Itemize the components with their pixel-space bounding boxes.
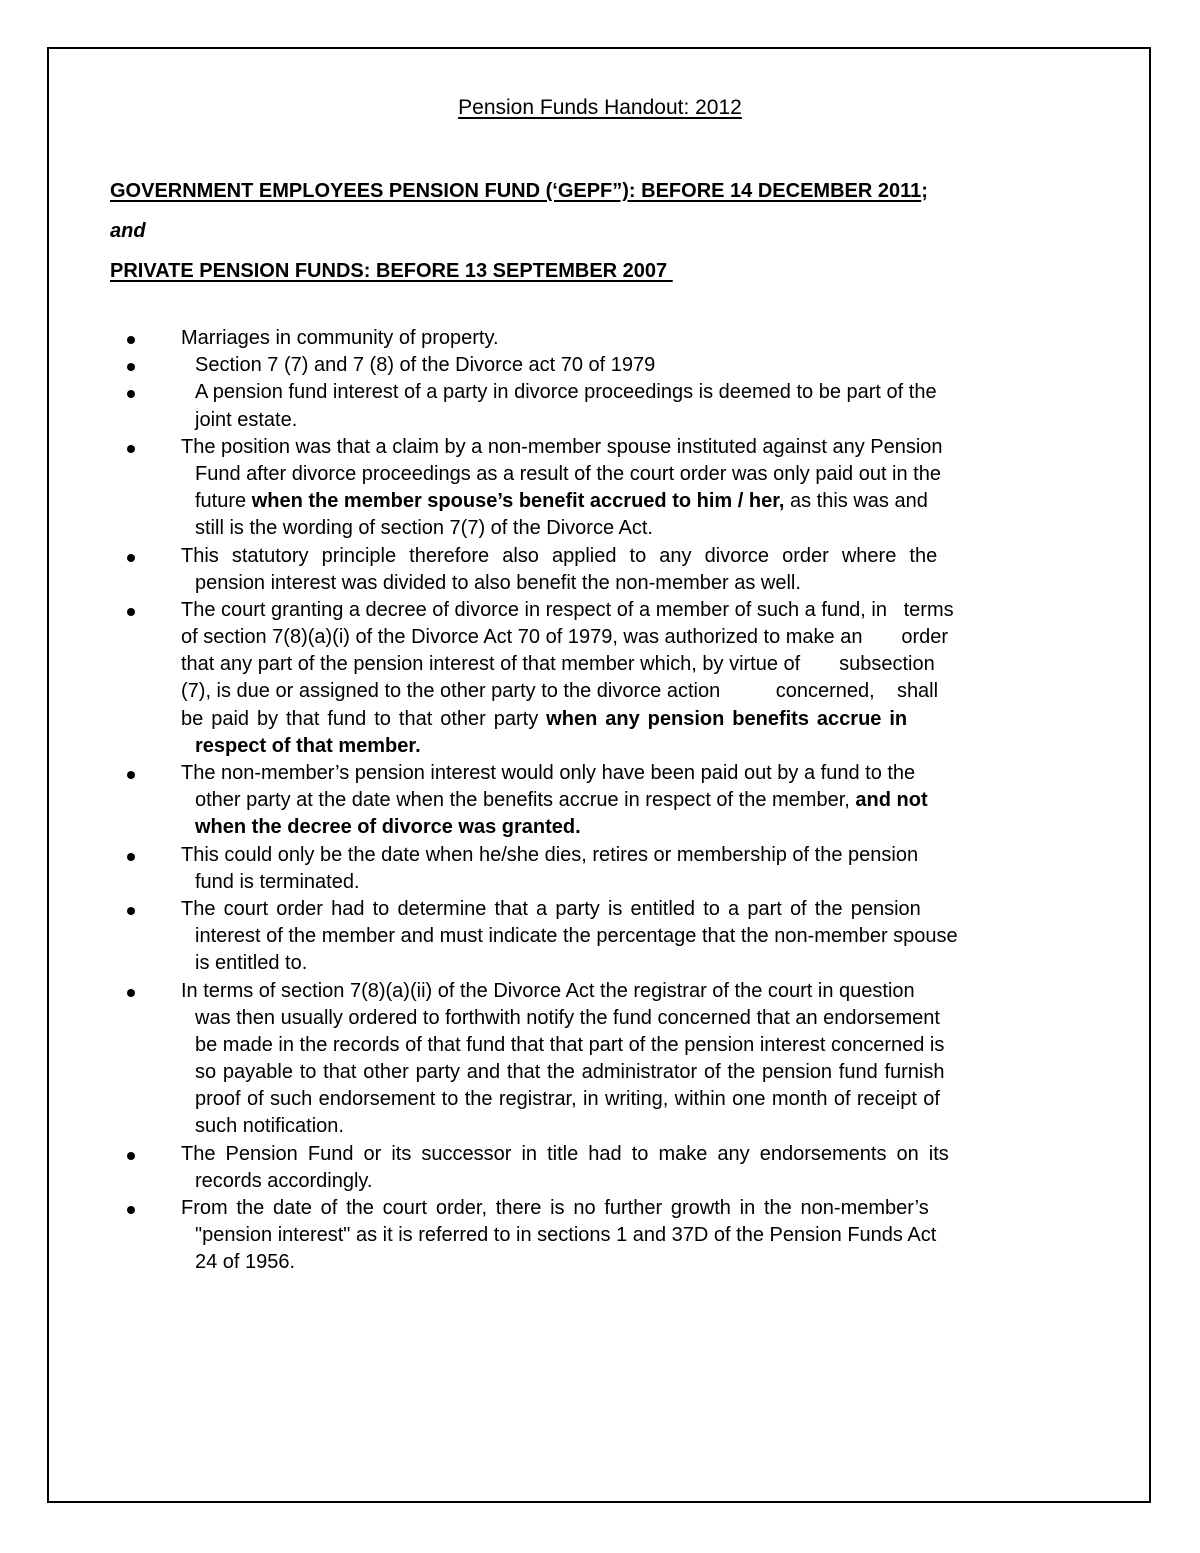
list-item [0, 325, 1200, 352]
bold-text-run: respect of that member. [195, 734, 421, 757]
list-item [0, 434, 1200, 543]
list-item [0, 597, 1200, 760]
list-item [0, 1195, 1200, 1277]
list-item [0, 842, 1200, 896]
heading-gepf-suffix: ; [921, 180, 928, 202]
list-item-text: A pension fund interest of a party in divorce proceedings is deemed to be part of the [195, 381, 937, 404]
list-item-text: 24 of 1956. [195, 1251, 296, 1274]
list-item-text: The position was that a claim by a non-member spouse instituted against any Pension [181, 435, 943, 458]
list-item-text: Marriages in community of property. [181, 327, 499, 349]
list-item-text: Fund after divorce proceedings as a result of the court order was only paid out in the [195, 462, 941, 485]
list-item [0, 978, 1200, 1141]
list-item-text: The court granting a decree of divorce in respect of a member of such a fund, in terms [181, 598, 954, 621]
bold-text-run: and not [855, 789, 928, 812]
list-item [0, 543, 1200, 597]
list-item [0, 352, 1200, 379]
list-item [0, 1141, 1200, 1195]
list-item-text: joint estate. [195, 408, 298, 431]
list-item-text: records accordingly. [195, 1169, 373, 1192]
bullet-list [0, 325, 1200, 1277]
list-item-text [195, 488, 928, 515]
list-item-text: is entitled to. [195, 952, 308, 975]
list-item-text: From the date of the court order, there is no further growth in the non-member’s [181, 1197, 929, 1219]
list-item-text: The court order had to determine that a party is entitled to a part of the pension [181, 897, 921, 920]
heading-private-text: PRIVATE PENSION FUNDS: BEFORE 13 SEPTEMBER 2007 [110, 260, 673, 282]
list-item-text [195, 787, 928, 814]
text-run: as this was and [784, 490, 928, 513]
list-item-text: was then usually ordered to forthwith notify the fund concerned that an endorsement [195, 1006, 940, 1029]
heading-private [110, 258, 673, 284]
list-item-text: pension interest was divided to also benefit the non-member as well. [195, 571, 801, 594]
text-run: other party at the date when the benefits accrue in respect of the member, [195, 789, 856, 812]
list-item-text: proof of such endorsement to the registrar, in writing, within one month of receipt of [195, 1088, 940, 1111]
list-item-text: fund is terminated. [195, 870, 360, 893]
list-item [0, 896, 1200, 978]
bold-text-run: when any pension benefits accrue in [546, 707, 908, 730]
list-item-text: still is the wording of section 7(7) of the Divorce Act. [195, 517, 653, 540]
heading-gepf-text: GOVERNMENT EMPLOYEES PENSION FUND (‘GEPF”): BEFORE 14 DECEMBER 2011 [110, 180, 922, 202]
list-item [0, 760, 1200, 842]
list-item-text: be made in the records of that fund that that part of the pension interest concerned is [195, 1033, 945, 1056]
list-item-text [195, 733, 421, 760]
text-run: future [195, 490, 252, 513]
heading-gepf [110, 178, 928, 204]
list-item-text: such notification. [195, 1115, 344, 1138]
list-item-text: so payable to that other party and that the administrator of the pension fund furnish [195, 1061, 945, 1084]
title-text: Pension Funds Handout: 2012 [458, 96, 742, 119]
list-item-text: In terms of section 7(8)(a)(ii) of the Divorce Act the registrar of the court in question [181, 979, 915, 1002]
text-run: be paid by that fund to that other party [181, 707, 547, 730]
list-item-text: The non-member’s pension interest would only have been paid out by a fund to the [181, 762, 916, 784]
list-item-text: (7), is due or assigned to the other party to the divorce action concerned, shall [181, 680, 939, 703]
list-item [0, 379, 1200, 433]
list-item-text: "pension interest" as it is referred to in sections 1 and 37D of the Pension Funds Act [195, 1224, 937, 1247]
list-item-text [195, 814, 581, 841]
bold-text-run: when the member spouse’s benefit accrued to him / her, [251, 490, 785, 513]
bold-text-run: when the decree of divorce was granted. [195, 816, 581, 839]
list-item-text: Section 7 (7) and 7 (8) of the Divorce act 70 of 1979 [195, 354, 656, 377]
list-item-text: This could only be the date when he/she dies, retires or membership of the pension [181, 843, 919, 866]
list-item-text: of section 7(8)(a)(i) of the Divorce Act 70 of 1979, was authorized to make an order [181, 626, 949, 649]
list-item-text [181, 706, 907, 733]
heading-and: and [110, 220, 146, 242]
page-title [0, 95, 1200, 121]
list-item-text: This statutory principle therefore also applied to any divorce order where the [181, 544, 938, 567]
list-item-text: that any part of the pension interest of that member which, by virtue of subsection [181, 653, 935, 676]
list-item-text: The Pension Fund or its successor in title had to make any endorsements on its [181, 1142, 949, 1165]
list-item-text: interest of the member and must indicate the percentage that the non-member spouse [195, 925, 958, 948]
